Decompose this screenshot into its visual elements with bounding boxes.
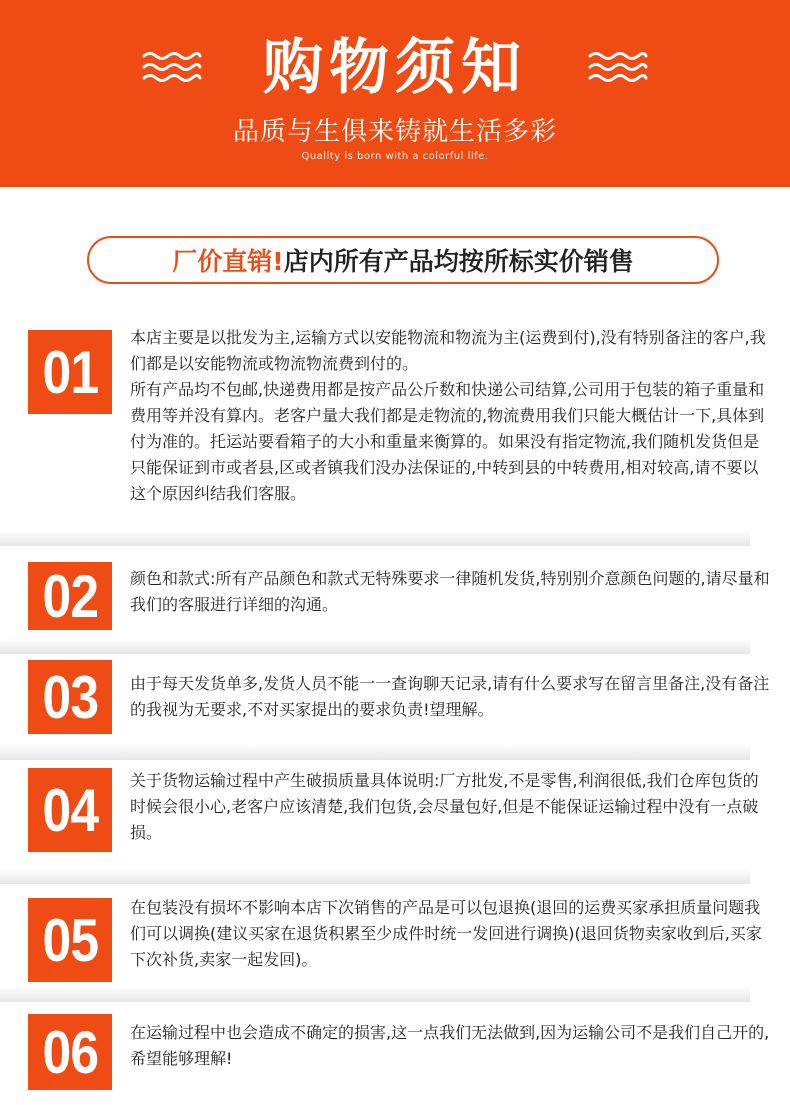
section-divider: [0, 986, 750, 1002]
item-text: [130, 1020, 770, 1072]
item-paragraph: 在运输过程中也会造成不确定的损害,这一点我们无法做到,因为运输公司不是我们自己开的,希望能够理解!: [130, 1023, 770, 1068]
subtitle-english: Quality is born with a colorful life.: [301, 151, 489, 162]
item-text: [130, 768, 770, 846]
item-paragraph: 所有产品均不包邮,快递费用都是按产品公斤数和快递公司结算,公司用于包装的箱子重量和费用等并没有算内。老客户量大我们都是走物流的,物流费用我们只能大概估计一下,具体到付为准的。托运站要看箱子的大小和重量来衡算的。如果没有指定物流,我们随机发货但是只能保证到市或者县,区或者镇我们没办法保证的,中转到县的中转费用,相对较高,请不要以这个原因纠结我们客服。: [130, 380, 765, 503]
section-divider: [0, 744, 750, 760]
notice-highlight: 厂价直销!: [172, 247, 284, 276]
item-paragraph: 关于货物运输过程中产生破损质量具体说明:厂方批发,不是零售,利润很低,我们仓库包货的时候会很小心,老客户应该清楚,我们包货,会尽量包好,但是不能保证运输过程中没有一点破损。: [130, 771, 759, 842]
header-banner: [0, 0, 790, 187]
section-divider: [0, 868, 750, 884]
item-text: [130, 895, 770, 973]
item-text: [130, 566, 770, 618]
item-number-badge: 06: [28, 1014, 112, 1090]
item-paragraph: 颜色和款式:所有产品颜色和款式无特殊要求一律随机发货,特别别介意颜色问题的,请尽量和我们的客服进行详细的沟通。: [130, 569, 770, 614]
item-number-badge: 02: [28, 562, 112, 630]
item-paragraph: 由于每天发货单多,发货人员不能一一查询聊天记录,请有什么要求写在留言里备注,没有备注的我视为无要求,不对买家提出的要求负责!望理解。: [130, 674, 770, 719]
section-divider: [0, 530, 750, 546]
item-number-badge: 03: [28, 660, 112, 734]
item-text: [130, 671, 770, 723]
page-title: 购物须知: [263, 33, 527, 103]
wave-icon-right: [588, 50, 648, 84]
item-paragraph: 在包装没有损坏不影响本店下次销售的产品是可以包退换(退回的运费买家承担质量问题我们可以调换(建议买家在退货积累至少成件时统一发回进行调换)(退回货物卖家收到后,买家下次补货,卖家一起发回)。: [130, 898, 762, 969]
item-number-badge: 05: [28, 898, 112, 982]
item-paragraph: 本店主要是以批发为主,运输方式以安能物流和物流为主(运费到付),没有特别备注的客户,我们都是以安能物流或物流物流费到付的。: [130, 328, 766, 373]
item-number-badge: 04: [28, 768, 112, 852]
section-divider: [0, 638, 750, 654]
item-text: [130, 325, 770, 507]
subtitle: 品质与生俱来铸就生活多彩: [232, 117, 557, 147]
notice-text: 店内所有产品均按所标实价销售: [283, 247, 634, 276]
item-number-badge: 01: [28, 330, 112, 414]
price-notice-banner: [87, 236, 719, 284]
